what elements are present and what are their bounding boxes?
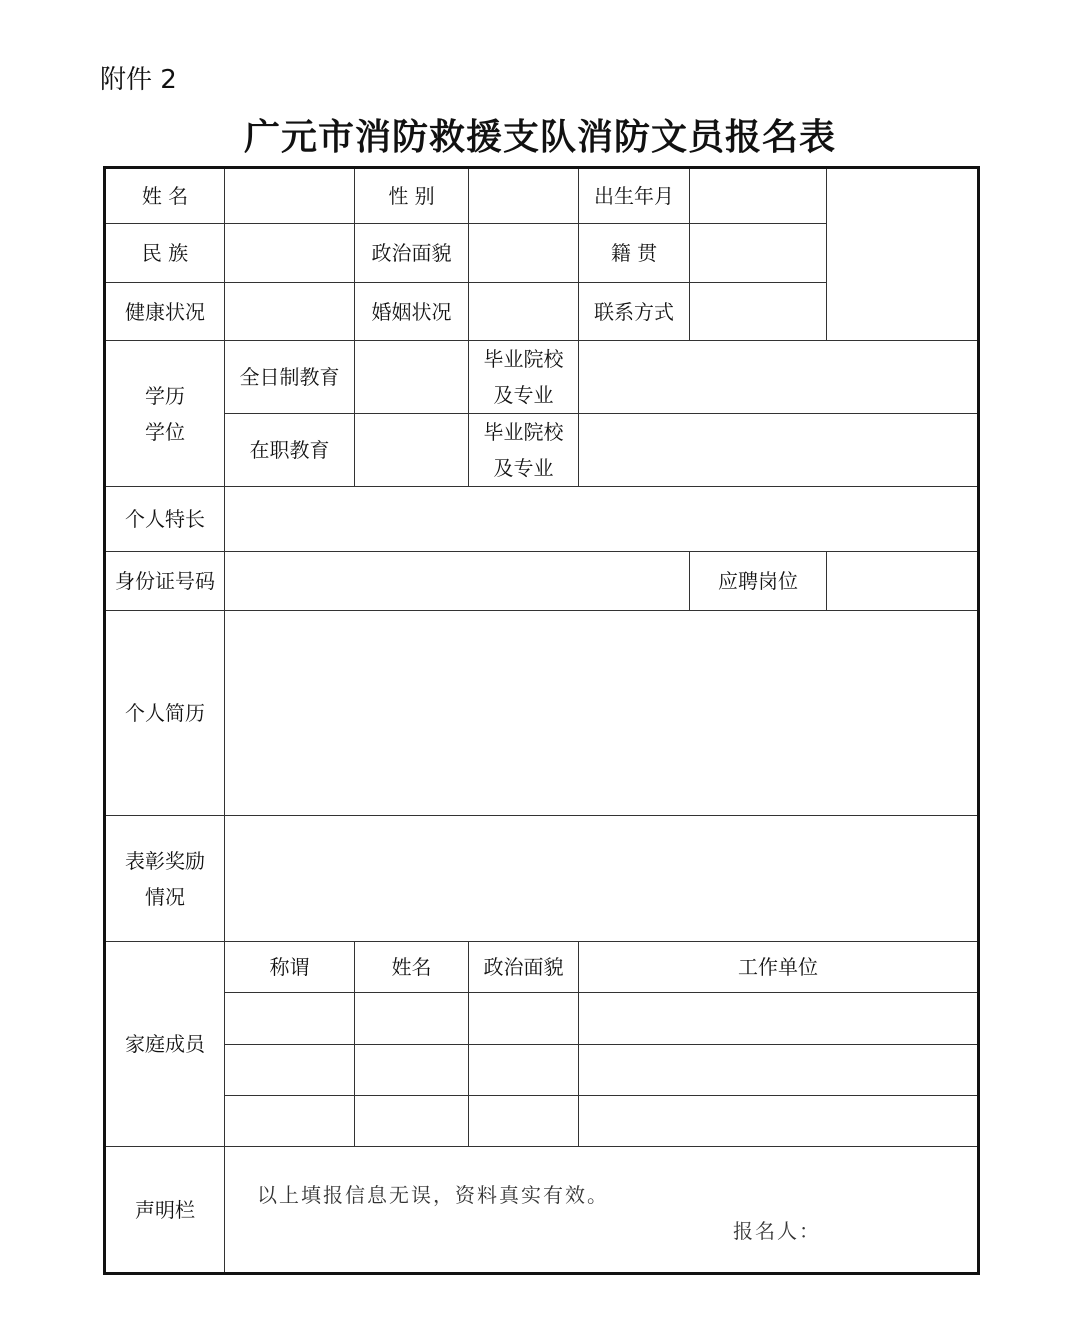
field-resume[interactable] bbox=[225, 611, 979, 816]
label-origin: 籍 贯 bbox=[579, 224, 690, 283]
label-ethnic: 民 族 bbox=[105, 224, 225, 283]
family-row bbox=[105, 993, 979, 1045]
family-header-workplace: 工作单位 bbox=[579, 942, 979, 993]
field-idnumber[interactable] bbox=[225, 552, 690, 611]
label-awards bbox=[105, 816, 225, 942]
label-school-line1: 毕业院校 bbox=[483, 347, 564, 371]
field-gender[interactable] bbox=[469, 168, 579, 224]
family-header-relation: 称谓 bbox=[225, 942, 355, 993]
field-position[interactable] bbox=[827, 552, 979, 611]
family-workplace-field[interactable] bbox=[579, 1045, 979, 1096]
label-education-line2: 学位 bbox=[145, 419, 185, 444]
field-contact[interactable] bbox=[690, 283, 827, 341]
label-specialty: 个人特长 bbox=[105, 487, 225, 552]
family-workplace-field[interactable] bbox=[579, 993, 979, 1045]
family-name-field[interactable] bbox=[355, 1096, 469, 1147]
field-marital[interactable] bbox=[469, 283, 579, 341]
declaration-text: 以上填报信息无误，资料真实有效。 bbox=[257, 1183, 609, 1207]
label-inservice-school bbox=[469, 414, 579, 487]
field-origin[interactable] bbox=[690, 224, 827, 283]
family-relation-field[interactable] bbox=[225, 993, 355, 1045]
declaration-area[interactable] bbox=[225, 1147, 979, 1274]
field-specialty[interactable] bbox=[225, 487, 979, 552]
family-workplace-field[interactable] bbox=[579, 1096, 979, 1147]
label-education bbox=[105, 341, 225, 487]
field-awards[interactable] bbox=[225, 816, 979, 942]
label-marital: 婚姻状况 bbox=[355, 283, 469, 341]
label-political: 政治面貌 bbox=[355, 224, 469, 283]
label-awards-line1: 表彰奖励 bbox=[125, 848, 205, 873]
field-birth[interactable] bbox=[690, 168, 827, 224]
family-name-field[interactable] bbox=[355, 993, 469, 1045]
family-row bbox=[105, 1045, 979, 1096]
form-title: 广元市消防救援支队消防文员报名表 bbox=[243, 116, 836, 158]
field-ethnic[interactable] bbox=[225, 224, 355, 283]
label-inservice: 在职教育 bbox=[225, 414, 355, 487]
label-family: 家庭成员 bbox=[105, 942, 225, 1147]
family-row bbox=[105, 1096, 979, 1147]
family-relation-field[interactable] bbox=[225, 1096, 355, 1147]
field-inservice-school[interactable] bbox=[579, 414, 979, 487]
field-inservice-degree[interactable] bbox=[355, 414, 469, 487]
field-name[interactable] bbox=[225, 168, 355, 224]
label-gender: 性 别 bbox=[355, 168, 469, 224]
label-school-line2: 及专业 bbox=[493, 383, 554, 407]
family-header-political: 政治面貌 bbox=[469, 942, 579, 993]
registration-form-table bbox=[103, 166, 980, 1275]
label-school-line2: 及专业 bbox=[493, 456, 554, 480]
field-fulltime-degree[interactable] bbox=[355, 341, 469, 414]
field-political[interactable] bbox=[469, 224, 579, 283]
label-health: 健康状况 bbox=[105, 283, 225, 341]
family-political-field[interactable] bbox=[469, 1096, 579, 1147]
field-fulltime-school[interactable] bbox=[579, 341, 979, 414]
label-awards-line2: 情况 bbox=[145, 884, 185, 909]
label-idnumber: 身份证号码 bbox=[105, 552, 225, 611]
attachment-label: 附件 2 bbox=[100, 65, 177, 95]
label-school-line1: 毕业院校 bbox=[483, 420, 564, 444]
label-education-line1: 学历 bbox=[145, 383, 185, 408]
label-contact: 联系方式 bbox=[579, 283, 690, 341]
label-resume: 个人简历 bbox=[105, 611, 225, 816]
family-political-field[interactable] bbox=[469, 993, 579, 1045]
label-position: 应聘岗位 bbox=[690, 552, 827, 611]
label-birth: 出生年月 bbox=[579, 168, 690, 224]
family-relation-field[interactable] bbox=[225, 1045, 355, 1096]
label-fulltime: 全日制教育 bbox=[225, 341, 355, 414]
family-name-field[interactable] bbox=[355, 1045, 469, 1096]
photo-area[interactable] bbox=[827, 168, 979, 341]
label-declaration: 声明栏 bbox=[105, 1147, 225, 1274]
label-fulltime-school bbox=[469, 341, 579, 414]
family-header-name: 姓名 bbox=[355, 942, 469, 993]
label-name: 姓 名 bbox=[105, 168, 225, 224]
field-health[interactable] bbox=[225, 283, 355, 341]
signature-label: 报名人： bbox=[733, 1219, 821, 1243]
family-political-field[interactable] bbox=[469, 1045, 579, 1096]
